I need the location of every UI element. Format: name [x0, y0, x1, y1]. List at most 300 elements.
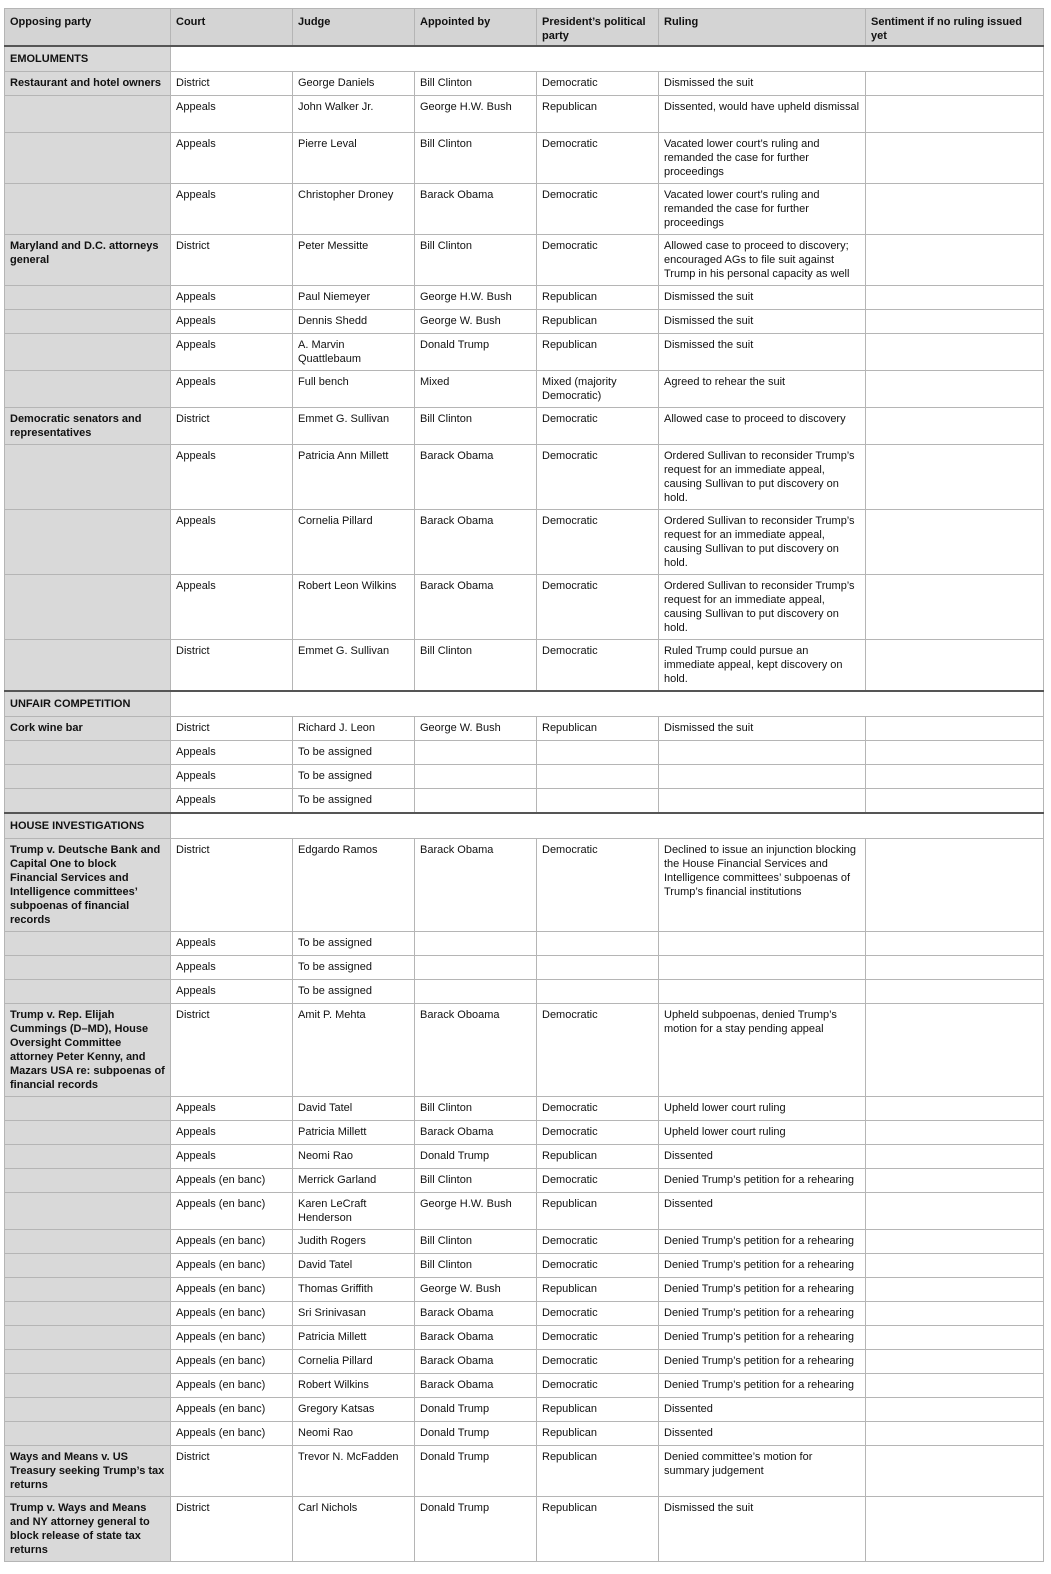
- cell-ruling: Agreed to rehear the suit: [659, 370, 866, 407]
- cell-ruling: Upheld lower court ruling: [659, 1120, 866, 1144]
- cell-party: [5, 370, 171, 407]
- cell-ruling: [659, 931, 866, 955]
- section-title: EMOLUMENTS: [5, 46, 171, 72]
- table-row: [5, 1003, 1044, 1096]
- cell-court: Appeals (en banc): [171, 1325, 293, 1349]
- cell-appointed-by: Barack Obama: [415, 838, 537, 931]
- cell-sentiment: [866, 509, 1044, 574]
- rulings-table-container: [4, 8, 1043, 1562]
- cell-sentiment: [866, 183, 1044, 234]
- cell-party: [5, 1277, 171, 1301]
- table-row: [5, 1120, 1044, 1144]
- cell-sentiment: [866, 1349, 1044, 1373]
- cell-political-party: Republican: [537, 1421, 659, 1445]
- table-row: [5, 1496, 1044, 1561]
- header-political-party: President’s political party: [537, 9, 659, 46]
- cell-sentiment: [866, 444, 1044, 509]
- cell-political-party: Democratic: [537, 574, 659, 639]
- cell-ruling: Denied Trump’s petition for a rehearing: [659, 1253, 866, 1277]
- cell-party: Trump v. Rep. Elijah Cummings (D–MD), House Oversight Committee attorney Peter Kenny, and Mazars USA re: subpoenas of financial records: [5, 1003, 171, 1096]
- section-spacer: [171, 691, 1044, 717]
- cell-political-party: Democratic: [537, 1373, 659, 1397]
- table-row: [5, 1349, 1044, 1373]
- cell-political-party: Republican: [537, 333, 659, 370]
- cell-judge: George Daniels: [293, 71, 415, 95]
- table-row: [5, 574, 1044, 639]
- cell-ruling: Denied Trump’s petition for a rehearing: [659, 1325, 866, 1349]
- cell-court: Appeals: [171, 1096, 293, 1120]
- cell-party: Trump v. Deutsche Bank and Capital One to block Financial Services and Intelligence committees’ subpoenas of financial records: [5, 838, 171, 931]
- cell-ruling: Dismissed the suit: [659, 333, 866, 370]
- cell-political-party: Democratic: [537, 1349, 659, 1373]
- cell-political-party: Democratic: [537, 132, 659, 183]
- cell-judge: Neomi Rao: [293, 1144, 415, 1168]
- cell-party: [5, 574, 171, 639]
- cell-judge: Neomi Rao: [293, 1421, 415, 1445]
- cell-court: Appeals: [171, 574, 293, 639]
- cell-judge: To be assigned: [293, 740, 415, 764]
- cell-party: [5, 1421, 171, 1445]
- cell-appointed-by: Donald Trump: [415, 1421, 537, 1445]
- cell-sentiment: [866, 1277, 1044, 1301]
- cell-ruling: Ordered Sullivan to reconsider Trump’s request for an immediate appeal, causing Sullivan to put discovery on hold.: [659, 574, 866, 639]
- cell-judge: A. Marvin Quattlebaum: [293, 333, 415, 370]
- cell-political-party: Democratic: [537, 1120, 659, 1144]
- cell-party: [5, 1168, 171, 1192]
- cell-party: Cork wine bar: [5, 716, 171, 740]
- cell-sentiment: [866, 95, 1044, 132]
- cell-sentiment: [866, 639, 1044, 691]
- cell-sentiment: [866, 574, 1044, 639]
- cell-party: [5, 1349, 171, 1373]
- cell-appointed-by: Barack Obama: [415, 1325, 537, 1349]
- court-rulings-table: [4, 8, 1044, 1562]
- cell-political-party: Republican: [537, 716, 659, 740]
- cell-court: District: [171, 71, 293, 95]
- cell-appointed-by: Mixed: [415, 370, 537, 407]
- cell-judge: Gregory Katsas: [293, 1397, 415, 1421]
- cell-party: [5, 740, 171, 764]
- cell-ruling: [659, 740, 866, 764]
- cell-judge: Edgardo Ramos: [293, 838, 415, 931]
- table-row: [5, 183, 1044, 234]
- cell-party: [5, 1096, 171, 1120]
- cell-appointed-by: Bill Clinton: [415, 1096, 537, 1120]
- cell-sentiment: [866, 740, 1044, 764]
- cell-party: [5, 1301, 171, 1325]
- cell-political-party: Republican: [537, 1144, 659, 1168]
- cell-ruling: [659, 764, 866, 788]
- table-row: [5, 1168, 1044, 1192]
- cell-sentiment: [866, 1120, 1044, 1144]
- cell-political-party: Democratic: [537, 71, 659, 95]
- cell-sentiment: [866, 788, 1044, 813]
- cell-appointed-by: Bill Clinton: [415, 1229, 537, 1253]
- cell-judge: David Tatel: [293, 1253, 415, 1277]
- cell-party: [5, 1253, 171, 1277]
- table-row: [5, 764, 1044, 788]
- cell-party: [5, 1373, 171, 1397]
- cell-appointed-by: Donald Trump: [415, 1144, 537, 1168]
- cell-ruling: Dissented: [659, 1421, 866, 1445]
- cell-sentiment: [866, 955, 1044, 979]
- cell-sentiment: [866, 1003, 1044, 1096]
- cell-court: Appeals (en banc): [171, 1397, 293, 1421]
- cell-ruling: Dismissed the suit: [659, 71, 866, 95]
- cell-political-party: [537, 788, 659, 813]
- cell-sentiment: [866, 716, 1044, 740]
- cell-political-party: Republican: [537, 285, 659, 309]
- table-row: [5, 71, 1044, 95]
- cell-judge: John Walker Jr.: [293, 95, 415, 132]
- cell-political-party: [537, 979, 659, 1003]
- cell-appointed-by: George H.W. Bush: [415, 1192, 537, 1229]
- cell-ruling: [659, 979, 866, 1003]
- cell-party: [5, 509, 171, 574]
- cell-political-party: Democratic: [537, 1229, 659, 1253]
- cell-court: Appeals: [171, 444, 293, 509]
- cell-political-party: Democratic: [537, 407, 659, 444]
- cell-political-party: Republican: [537, 95, 659, 132]
- table-row: [5, 1397, 1044, 1421]
- header-opposing-party: Opposing party: [5, 9, 171, 46]
- cell-ruling: Denied Trump’s petition for a rehearing: [659, 1168, 866, 1192]
- cell-appointed-by: Bill Clinton: [415, 71, 537, 95]
- cell-party: [5, 1397, 171, 1421]
- cell-ruling: Dissented, would have upheld dismissal: [659, 95, 866, 132]
- cell-court: Appeals: [171, 509, 293, 574]
- cell-sentiment: [866, 838, 1044, 931]
- cell-judge: Trevor N. McFadden: [293, 1445, 415, 1496]
- cell-appointed-by: Bill Clinton: [415, 234, 537, 285]
- cell-appointed-by: Donald Trump: [415, 1445, 537, 1496]
- cell-appointed-by: Barack Obama: [415, 444, 537, 509]
- cell-sentiment: [866, 71, 1044, 95]
- cell-court: Appeals: [171, 931, 293, 955]
- cell-judge: To be assigned: [293, 788, 415, 813]
- cell-judge: To be assigned: [293, 955, 415, 979]
- cell-party: [5, 333, 171, 370]
- cell-appointed-by: [415, 955, 537, 979]
- cell-appointed-by: [415, 979, 537, 1003]
- cell-appointed-by: George W. Bush: [415, 716, 537, 740]
- cell-appointed-by: Barack Obama: [415, 1120, 537, 1144]
- cell-political-party: [537, 931, 659, 955]
- cell-political-party: Democratic: [537, 1325, 659, 1349]
- cell-appointed-by: Barack Obama: [415, 574, 537, 639]
- cell-party: [5, 764, 171, 788]
- cell-sentiment: [866, 1168, 1044, 1192]
- table-row: [5, 509, 1044, 574]
- cell-judge: Christopher Droney: [293, 183, 415, 234]
- cell-sentiment: [866, 132, 1044, 183]
- cell-appointed-by: [415, 764, 537, 788]
- table-row: [5, 740, 1044, 764]
- table-row: [5, 1144, 1044, 1168]
- cell-political-party: Democratic: [537, 183, 659, 234]
- cell-sentiment: [866, 1325, 1044, 1349]
- table-row: [5, 838, 1044, 931]
- cell-party: [5, 979, 171, 1003]
- cell-court: Appeals (en banc): [171, 1301, 293, 1325]
- cell-political-party: Democratic: [537, 639, 659, 691]
- cell-party: [5, 95, 171, 132]
- table-row: [5, 1445, 1044, 1496]
- cell-appointed-by: George W. Bush: [415, 1277, 537, 1301]
- cell-judge: To be assigned: [293, 979, 415, 1003]
- cell-party: Ways and Means v. US Treasury seeking Trump’s tax returns: [5, 1445, 171, 1496]
- cell-ruling: Vacated lower court’s ruling and remanded the case for further proceedings: [659, 183, 866, 234]
- cell-sentiment: [866, 1096, 1044, 1120]
- cell-judge: Emmet G. Sullivan: [293, 407, 415, 444]
- table-row: [5, 407, 1044, 444]
- cell-ruling: Denied committee’s motion for summary judgement: [659, 1445, 866, 1496]
- table-row: [5, 1325, 1044, 1349]
- cell-sentiment: [866, 333, 1044, 370]
- cell-political-party: Democratic: [537, 838, 659, 931]
- cell-court: Appeals (en banc): [171, 1277, 293, 1301]
- cell-judge: Dennis Shedd: [293, 309, 415, 333]
- cell-court: Appeals: [171, 370, 293, 407]
- cell-sentiment: [866, 407, 1044, 444]
- cell-court: District: [171, 1003, 293, 1096]
- cell-judge: Merrick Garland: [293, 1168, 415, 1192]
- cell-party: [5, 788, 171, 813]
- table-row: [5, 444, 1044, 509]
- cell-sentiment: [866, 234, 1044, 285]
- cell-appointed-by: Barack Obama: [415, 509, 537, 574]
- cell-party: [5, 183, 171, 234]
- header-sentiment: Sentiment if no ruling issued yet: [866, 9, 1044, 46]
- cell-sentiment: [866, 1253, 1044, 1277]
- cell-sentiment: [866, 1301, 1044, 1325]
- cell-court: Appeals: [171, 979, 293, 1003]
- section-row: [5, 691, 1044, 717]
- cell-party: [5, 1120, 171, 1144]
- cell-sentiment: [866, 979, 1044, 1003]
- section-title: UNFAIR COMPETITION: [5, 691, 171, 717]
- section-spacer: [171, 813, 1044, 839]
- cell-court: District: [171, 234, 293, 285]
- cell-court: Appeals: [171, 333, 293, 370]
- table-body: [5, 46, 1044, 1562]
- cell-party: [5, 132, 171, 183]
- cell-ruling: Vacated lower court’s ruling and remanded the case for further proceedings: [659, 132, 866, 183]
- cell-appointed-by: Bill Clinton: [415, 1253, 537, 1277]
- table-row: [5, 716, 1044, 740]
- cell-party: Trump v. Ways and Means and NY attorney general to block release of state tax returns: [5, 1496, 171, 1561]
- cell-party: Maryland and D.C. attorneys general: [5, 234, 171, 285]
- cell-court: Appeals: [171, 788, 293, 813]
- cell-judge: Thomas Griffith: [293, 1277, 415, 1301]
- cell-judge: Emmet G. Sullivan: [293, 639, 415, 691]
- cell-political-party: Republican: [537, 1496, 659, 1561]
- cell-judge: Patricia Millett: [293, 1325, 415, 1349]
- cell-judge: Richard J. Leon: [293, 716, 415, 740]
- cell-appointed-by: George W. Bush: [415, 309, 537, 333]
- cell-court: Appeals: [171, 285, 293, 309]
- cell-party: [5, 285, 171, 309]
- cell-political-party: Republican: [537, 309, 659, 333]
- cell-appointed-by: Donald Trump: [415, 1397, 537, 1421]
- cell-ruling: Denied Trump’s petition for a rehearing: [659, 1373, 866, 1397]
- section-row: [5, 46, 1044, 72]
- cell-court: Appeals (en banc): [171, 1349, 293, 1373]
- header-row: [5, 9, 1044, 46]
- cell-ruling: Dissented: [659, 1144, 866, 1168]
- cell-sentiment: [866, 1397, 1044, 1421]
- cell-ruling: Allowed case to proceed to discovery: [659, 407, 866, 444]
- cell-political-party: Democratic: [537, 1168, 659, 1192]
- cell-appointed-by: George H.W. Bush: [415, 95, 537, 132]
- table-row: [5, 234, 1044, 285]
- cell-ruling: Dismissed the suit: [659, 285, 866, 309]
- cell-appointed-by: Barack Obama: [415, 1349, 537, 1373]
- cell-appointed-by: [415, 740, 537, 764]
- cell-party: [5, 931, 171, 955]
- cell-appointed-by: [415, 931, 537, 955]
- section-spacer: [171, 46, 1044, 72]
- cell-appointed-by: Barack Oboama: [415, 1003, 537, 1096]
- cell-appointed-by: Barack Obama: [415, 183, 537, 234]
- cell-party: [5, 1192, 171, 1229]
- cell-political-party: Republican: [537, 1277, 659, 1301]
- table-row: [5, 1192, 1044, 1229]
- cell-judge: Judith Rogers: [293, 1229, 415, 1253]
- cell-ruling: Allowed case to proceed to discovery; encouraged AGs to file suit against Trump in his personal capacity as well: [659, 234, 866, 285]
- cell-party: [5, 1229, 171, 1253]
- cell-judge: Amit P. Mehta: [293, 1003, 415, 1096]
- cell-court: Appeals: [171, 764, 293, 788]
- cell-political-party: Republican: [537, 1192, 659, 1229]
- cell-court: Appeals: [171, 955, 293, 979]
- table-row: [5, 1277, 1044, 1301]
- cell-political-party: Mixed (majority Democratic): [537, 370, 659, 407]
- cell-party: [5, 1144, 171, 1168]
- cell-ruling: [659, 788, 866, 813]
- cell-court: Appeals: [171, 183, 293, 234]
- cell-sentiment: [866, 285, 1044, 309]
- cell-ruling: Dismissed the suit: [659, 309, 866, 333]
- cell-judge: Robert Leon Wilkins: [293, 574, 415, 639]
- cell-appointed-by: Bill Clinton: [415, 132, 537, 183]
- cell-sentiment: [866, 1421, 1044, 1445]
- cell-appointed-by: Donald Trump: [415, 333, 537, 370]
- cell-sentiment: [866, 1229, 1044, 1253]
- cell-court: Appeals: [171, 309, 293, 333]
- cell-judge: Patricia Ann Millett: [293, 444, 415, 509]
- table-row: [5, 639, 1044, 691]
- cell-court: District: [171, 1445, 293, 1496]
- cell-court: Appeals: [171, 740, 293, 764]
- table-row: [5, 333, 1044, 370]
- cell-appointed-by: Bill Clinton: [415, 407, 537, 444]
- cell-political-party: Democratic: [537, 1003, 659, 1096]
- cell-ruling: Declined to issue an injunction blocking the House Financial Services and Intelligence committees’ subpoenas of Trump’s financial institutions: [659, 838, 866, 931]
- cell-court: District: [171, 1496, 293, 1561]
- cell-political-party: Democratic: [537, 234, 659, 285]
- header-ruling: Ruling: [659, 9, 866, 46]
- cell-sentiment: [866, 309, 1044, 333]
- cell-political-party: Democratic: [537, 1096, 659, 1120]
- cell-ruling: Dissented: [659, 1192, 866, 1229]
- cell-party: [5, 1325, 171, 1349]
- table-row: [5, 1373, 1044, 1397]
- cell-sentiment: [866, 931, 1044, 955]
- cell-court: District: [171, 639, 293, 691]
- cell-political-party: [537, 740, 659, 764]
- cell-sentiment: [866, 1445, 1044, 1496]
- table-row: [5, 979, 1044, 1003]
- cell-court: District: [171, 838, 293, 931]
- cell-party: Democratic senators and representatives: [5, 407, 171, 444]
- table-row: [5, 370, 1044, 407]
- header-appointed-by: Appointed by: [415, 9, 537, 46]
- cell-court: Appeals (en banc): [171, 1229, 293, 1253]
- cell-judge: Pierre Leval: [293, 132, 415, 183]
- table-row: [5, 1096, 1044, 1120]
- cell-court: Appeals (en banc): [171, 1421, 293, 1445]
- cell-judge: Paul Niemeyer: [293, 285, 415, 309]
- cell-sentiment: [866, 1496, 1044, 1561]
- table-row: [5, 95, 1044, 132]
- table-row: [5, 309, 1044, 333]
- cell-appointed-by: [415, 788, 537, 813]
- cell-ruling: Denied Trump’s petition for a rehearing: [659, 1349, 866, 1373]
- cell-judge: To be assigned: [293, 931, 415, 955]
- table-row: [5, 1229, 1044, 1253]
- cell-court: Appeals: [171, 95, 293, 132]
- cell-judge: To be assigned: [293, 764, 415, 788]
- cell-political-party: Republican: [537, 1397, 659, 1421]
- cell-sentiment: [866, 1144, 1044, 1168]
- cell-court: Appeals: [171, 132, 293, 183]
- table-row: [5, 955, 1044, 979]
- cell-judge: David Tatel: [293, 1096, 415, 1120]
- cell-judge: Peter Messitte: [293, 234, 415, 285]
- cell-ruling: Dismissed the suit: [659, 716, 866, 740]
- cell-political-party: Democratic: [537, 1301, 659, 1325]
- table-row: [5, 1253, 1044, 1277]
- cell-party: [5, 444, 171, 509]
- table-row: [5, 285, 1044, 309]
- cell-political-party: [537, 955, 659, 979]
- cell-ruling: Ordered Sullivan to reconsider Trump’s request for an immediate appeal, causing Sullivan to put discovery on hold.: [659, 509, 866, 574]
- cell-appointed-by: Bill Clinton: [415, 1168, 537, 1192]
- cell-court: District: [171, 407, 293, 444]
- cell-political-party: Democratic: [537, 509, 659, 574]
- cell-ruling: Upheld lower court ruling: [659, 1096, 866, 1120]
- cell-party: Restaurant and hotel owners: [5, 71, 171, 95]
- cell-sentiment: [866, 1192, 1044, 1229]
- cell-party: [5, 955, 171, 979]
- cell-court: Appeals: [171, 1144, 293, 1168]
- cell-judge: Patricia Millett: [293, 1120, 415, 1144]
- cell-judge: Cornelia Pillard: [293, 1349, 415, 1373]
- header-court: Court: [171, 9, 293, 46]
- cell-appointed-by: Barack Obama: [415, 1373, 537, 1397]
- cell-appointed-by: Barack Obama: [415, 1301, 537, 1325]
- cell-judge: Carl Nichols: [293, 1496, 415, 1561]
- cell-political-party: Democratic: [537, 1253, 659, 1277]
- cell-sentiment: [866, 1373, 1044, 1397]
- section-title: HOUSE INVESTIGATIONS: [5, 813, 171, 839]
- cell-appointed-by: George H.W. Bush: [415, 285, 537, 309]
- table-row: [5, 132, 1044, 183]
- cell-court: Appeals (en banc): [171, 1168, 293, 1192]
- cell-court: Appeals (en banc): [171, 1192, 293, 1229]
- cell-political-party: [537, 764, 659, 788]
